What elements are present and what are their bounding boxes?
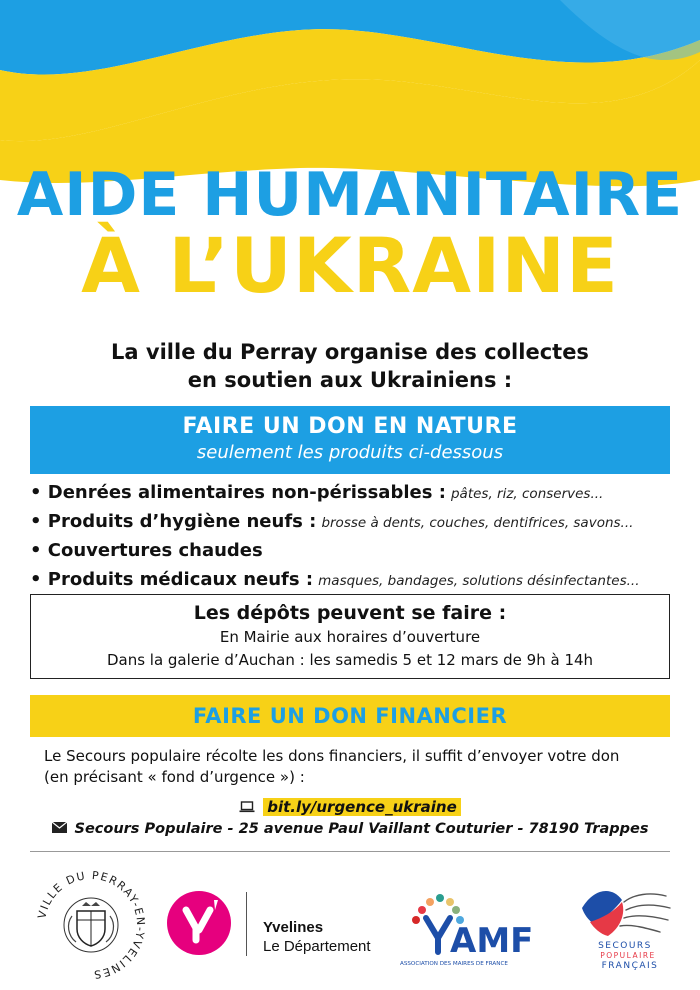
don-financier-banner: FAIRE UN DON FINANCIER	[30, 695, 670, 737]
item-label: Denrées alimentaires non-périssables :	[47, 482, 446, 503]
bullet: •	[30, 511, 48, 532]
yvelines-name: Yvelines	[263, 919, 324, 936]
list-item	[30, 507, 680, 536]
don-financier-line-2: (en précisant « fond d’urgence ») :	[44, 768, 305, 786]
bullet: •	[30, 482, 48, 503]
amf-logo	[398, 888, 548, 968]
yvelines-separator	[246, 892, 247, 956]
item-label: Couvertures chaudes	[47, 540, 263, 561]
don-financier-line-1: Le Secours populaire récolte les dons financiers, il suffit d’envoyer votre don	[44, 747, 620, 765]
item-detail: masques, bandages, solutions désinfectantes...	[318, 573, 640, 589]
yvelines-text	[263, 918, 371, 956]
intro-line-2: en soutien aux Ukrainiens :	[187, 368, 513, 392]
intro-text	[0, 338, 700, 394]
svg-text:SECOURS: SECOURS	[598, 941, 652, 951]
svg-text:FRANÇAIS: FRANÇAIS	[601, 961, 659, 971]
depots-heading: Les dépôts peuvent se faire :	[193, 602, 507, 624]
item-label: Produits médicaux neufs :	[47, 569, 314, 590]
list-item	[30, 565, 680, 594]
depots-line-1: En Mairie aux horaires d’ouverture	[219, 628, 481, 646]
svg-text:AMF: AMF	[450, 921, 534, 961]
svg-text:ASSOCIATION DES MAIRES DE FRAN: ASSOCIATION DES MAIRES DE FRANCE	[400, 961, 508, 967]
list-item	[30, 536, 680, 565]
yvelines-logo	[166, 890, 232, 956]
svg-text:VILLE DU PERRAY-EN-YVELINES: VILLE DU PERRAY-EN-YVELINES	[35, 868, 148, 982]
item-detail: brosse à dents, couches, dentifrices, savons...	[321, 515, 634, 531]
svg-text:POPULAIRE: POPULAIRE	[600, 951, 656, 960]
donation-items-list	[30, 478, 680, 594]
don-nature-subheading: seulement les produits ci-dessous	[196, 442, 504, 463]
envelope-icon	[52, 818, 67, 840]
depots-line-2: Dans la galerie d’Auchan : les samedis 5 et 12 mars de 9h à 14h	[106, 651, 594, 669]
list-item	[30, 478, 680, 507]
donation-link[interactable]: bit.ly/urgence_ukraine	[263, 798, 461, 816]
don-financier-text	[44, 746, 674, 788]
title-line-2: À L’UKRAINE	[81, 221, 619, 310]
laptop-icon	[239, 797, 255, 819]
don-nature-banner	[30, 406, 670, 474]
address-row	[0, 818, 700, 840]
depots-box	[30, 594, 670, 679]
title-line-1: AIDE HUMANITAIRE	[16, 160, 684, 230]
address-text: Secours Populaire - 25 avenue Paul Vaillant Couturier - 78190 Trappes	[74, 821, 649, 837]
bullet: •	[30, 540, 48, 561]
bullet: •	[30, 569, 48, 590]
secours-populaire-logo	[572, 878, 678, 976]
yvelines-sub: Le Département	[263, 938, 371, 955]
item-label: Produits d’hygiène neufs :	[47, 511, 317, 532]
don-nature-heading: FAIRE UN DON EN NATURE	[182, 414, 518, 439]
item-detail: pâtes, riz, conserves...	[450, 486, 604, 502]
intro-line-1: La ville du Perray organise des collectes	[111, 340, 589, 364]
footer-divider	[30, 851, 670, 852]
donation-link-row	[0, 796, 700, 819]
ville-du-perray-logo	[32, 866, 150, 984]
